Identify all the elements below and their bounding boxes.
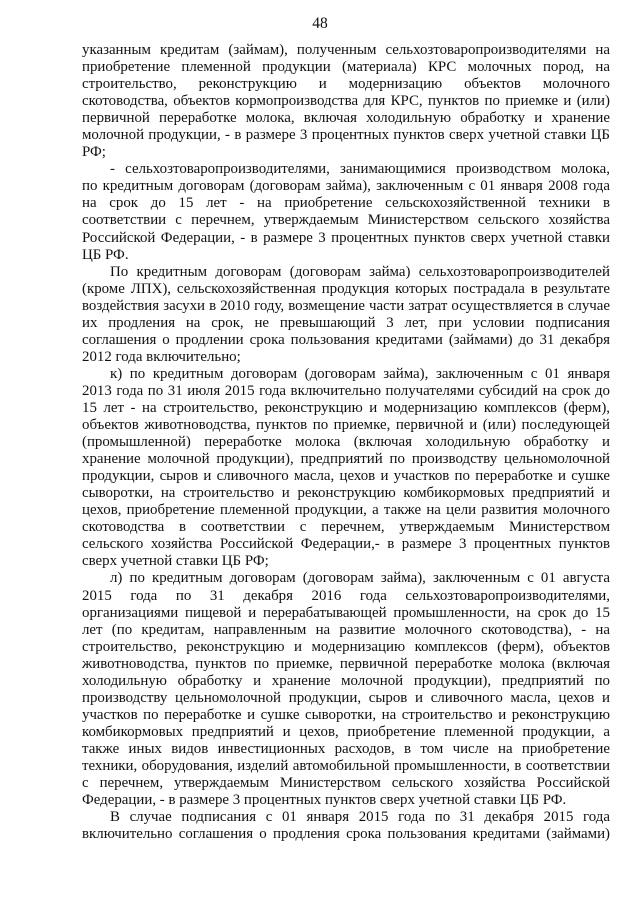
text-line: на срок до 15 лет - на приобретение сельскохозяйственной техники в — [82, 195, 610, 212]
text-line: участков по переработке и сушке сыворотки, на строительство и реконструкцию — [82, 706, 610, 723]
text-line: с перечнем, утверждаемым Министерством сельского хозяйства Российской — [82, 775, 610, 792]
text-line: первичной переработке молока, включая холодильную обработку и хранение — [82, 110, 610, 127]
text-line: техники, оборудования, изделий автомобильной промышленности, в соответствии — [82, 757, 610, 774]
text-line: В случае подписания с 01 января 2015 года по 31 декабря 2015 года — [110, 809, 610, 826]
text-line: ЦБ РФ. — [82, 246, 129, 263]
text-line: соглашения о продлении срока пользования кредитами (займами) до 31 декабря — [82, 331, 610, 348]
body-text — [82, 42, 610, 843]
text-line: лет (по кредитам, направленным на развитие молочного скотоводства), - на — [82, 621, 610, 638]
text-line: Российской Федерации, - в размере 3 процентных пунктов сверх учетной ставки — [82, 229, 610, 246]
text-line: указанным кредитам (займам), полученным сельхозтоваропроизводителями на — [82, 42, 610, 58]
text-line: их продления на срок, не превышающий 3 лет, при условии подписания — [82, 314, 610, 331]
text-line: по кредитным договорам (договорам займа), заключенным с 01 января 2008 года — [82, 178, 610, 195]
text-line: - сельхозтоваропроизводителями, занимающимися производством молока, — [110, 161, 610, 178]
text-line: (промышленной) переработке молока (включая холодильную обработку и — [82, 434, 610, 451]
text-line: к) по кредитным договорам (договорам займа), заключенным с 01 января — [110, 365, 610, 382]
text-line: 2012 года включительно; — [82, 348, 241, 365]
text-line: также иных видов инвестиционных расходов, в том числе на приобретение — [82, 740, 610, 757]
text-line: сверх учетной ставки ЦБ РФ; — [82, 553, 269, 570]
text-line: объектов животноводства, пунктов по приемке, первичной и (или) последующей — [82, 417, 610, 434]
text-line: хранение молочной продукции), предприятий по производству цельномолочной — [82, 451, 610, 468]
text-line: 2015 года по 31 декабря 2016 года сельхозтоваропроизводителями, — [82, 587, 610, 604]
text-line: воздействия засухи в 2010 году, возмещение части затрат осуществляется в случае — [82, 297, 610, 314]
text-line: (кроме ЛПХ), сельскохозяйственная продукция которых пострадала в результате — [82, 280, 610, 297]
text-line: холодильную обработку и хранение молочной продукции), предприятий по — [82, 672, 610, 689]
text-line: строительство, реконструкцию и модернизацию объектов молочного — [82, 76, 610, 93]
text-line: скотоводства, объектов кормопроизводства для КРС, пунктов по приемке и (или) — [82, 93, 610, 110]
text-line: По кредитным договорам (договорам займа) сельхозтоваропроизводителей — [110, 263, 610, 280]
text-line: приобретение племенной продукции (материала) КРС молочных пород, на — [82, 59, 610, 76]
text-line: цехов, приобретение племенной продукции, а также на цели развития молочного — [82, 502, 610, 519]
text-line: продукции, сыров и сливочного масла, цехов и участков по переработке и сушке — [82, 468, 610, 485]
text-line: строительство, реконструкцию и модернизацию комплексов (ферм), объектов — [82, 638, 610, 655]
text-line: комбикормовых предприятий и цехов, приобретение племенной продукции, а — [82, 723, 610, 740]
text-line: 2013 года по 31 июля 2015 года включительно получателями субсидий на срок до — [82, 382, 610, 399]
text-line: соответствии с перечнем, утверждаемым Министерством сельского хозяйства — [82, 212, 610, 229]
text-line: сыворотки, на строительство и реконструкцию комбикормовых предприятий и — [82, 485, 610, 502]
text-line: животноводства, пунктов по приемке, первичной переработке молока (включая — [82, 655, 610, 672]
text-line: скотоводства в соответствии с перечнем, утверждаемым Министерством — [82, 519, 610, 536]
text-line: сельского хозяйства Российской Федерации,- в размере 3 процентных пунктов — [82, 536, 610, 553]
text-line: производству цельномолочной продукции, сыров и сливочного масла, цехов и — [82, 689, 610, 706]
text-line: включительно соглашения о продления срока пользования кредитами (займами) — [82, 826, 610, 843]
page-number: 48 — [312, 15, 328, 32]
text-line: РФ; — [82, 144, 106, 161]
text-line: молочной продукции, - в размере 3 процентных пунктов сверх учетной ставки ЦБ — [82, 127, 610, 144]
text-line: организациями пищевой и перерабатывающей промышленности, на срок до 15 — [82, 604, 610, 621]
text-line: л) по кредитным договорам (договорам займа), заключенным с 01 августа — [110, 570, 610, 587]
text-line: 15 лет - на строительство, реконструкцию и модернизацию комплексов (ферм), — [82, 399, 610, 416]
text-line: Федерации, - в размере 3 процентных пунктов сверх учетной ставки ЦБ РФ. — [82, 792, 567, 809]
